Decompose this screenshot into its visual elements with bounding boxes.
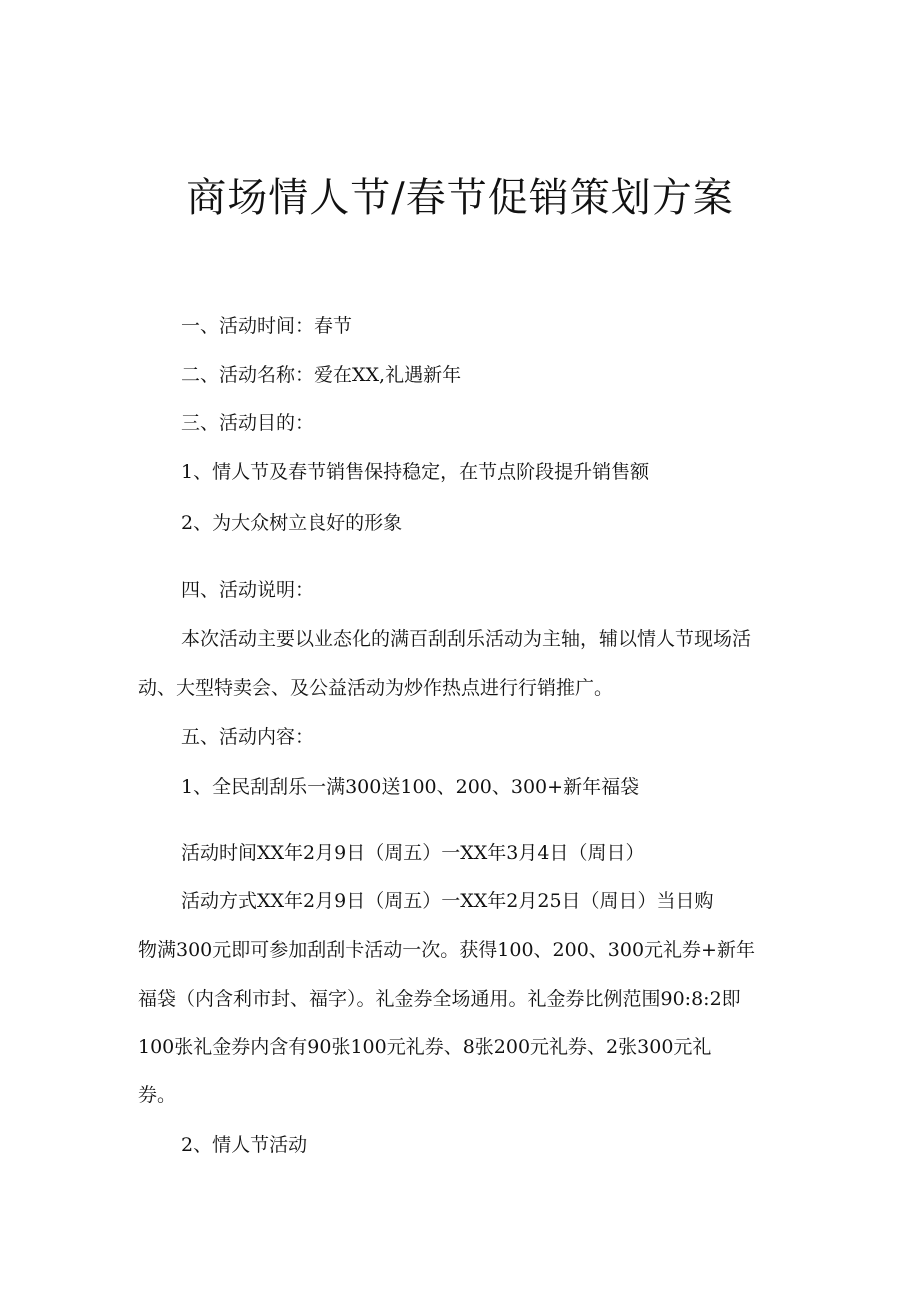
description-line-1: 本次活动主要以业态化的满百刮刮乐活动为主轴，辅以情人节现场活 bbox=[181, 628, 752, 650]
content-item-2-heading: 2、情人节活动 bbox=[181, 1134, 308, 1156]
section-activity-time: 一、活动时间：春节 bbox=[181, 315, 353, 337]
purpose-item-2: 2、为大众树立良好的形象 bbox=[181, 512, 403, 534]
description-line-2: 动、大型特卖会、及公益活动为炒作热点进行行销推广。 bbox=[138, 677, 614, 699]
content-item-1-method-line-2: 物满300元即可参加刮刮卡活动一次。获得100、200、300元礼券+新年 bbox=[138, 939, 755, 961]
section-activity-name: 二、活动名称：爱在XX,礼遇新年 bbox=[181, 364, 462, 386]
content-item-1-method-line-1: 活动方式XX年2月9日（周五）一XX年2月25日（周日）当日购 bbox=[181, 890, 714, 912]
purpose-item-1: 1、情人节及春节销售保持稳定，在节点阶段提升销售额 bbox=[181, 461, 650, 483]
content-item-1-time: 活动时间XX年2月9日（周五）一XX年3月4日（周日） bbox=[181, 842, 645, 864]
content-item-1-method-line-3: 福袋（内含利市封、福字）。礼金券全场通用。礼金券比例范围90:8:2即 bbox=[138, 988, 741, 1010]
section-activity-content: 五、活动内容： bbox=[181, 726, 315, 748]
document-title: 商场情人节/春节促销策划方案 bbox=[186, 175, 734, 221]
content-item-1-method-line-4: 100张礼金券内含有90张100元礼券、8张200元礼券、2张300元礼 bbox=[138, 1036, 712, 1058]
content-item-1-method-line-5: 券。 bbox=[138, 1084, 177, 1106]
section-activity-description: 四、活动说明： bbox=[181, 579, 315, 601]
content-item-1-heading: 1、全民刮刮乐一满300送100、200、300+新年福袋 bbox=[181, 776, 640, 798]
section-activity-purpose: 三、活动目的： bbox=[181, 412, 315, 434]
